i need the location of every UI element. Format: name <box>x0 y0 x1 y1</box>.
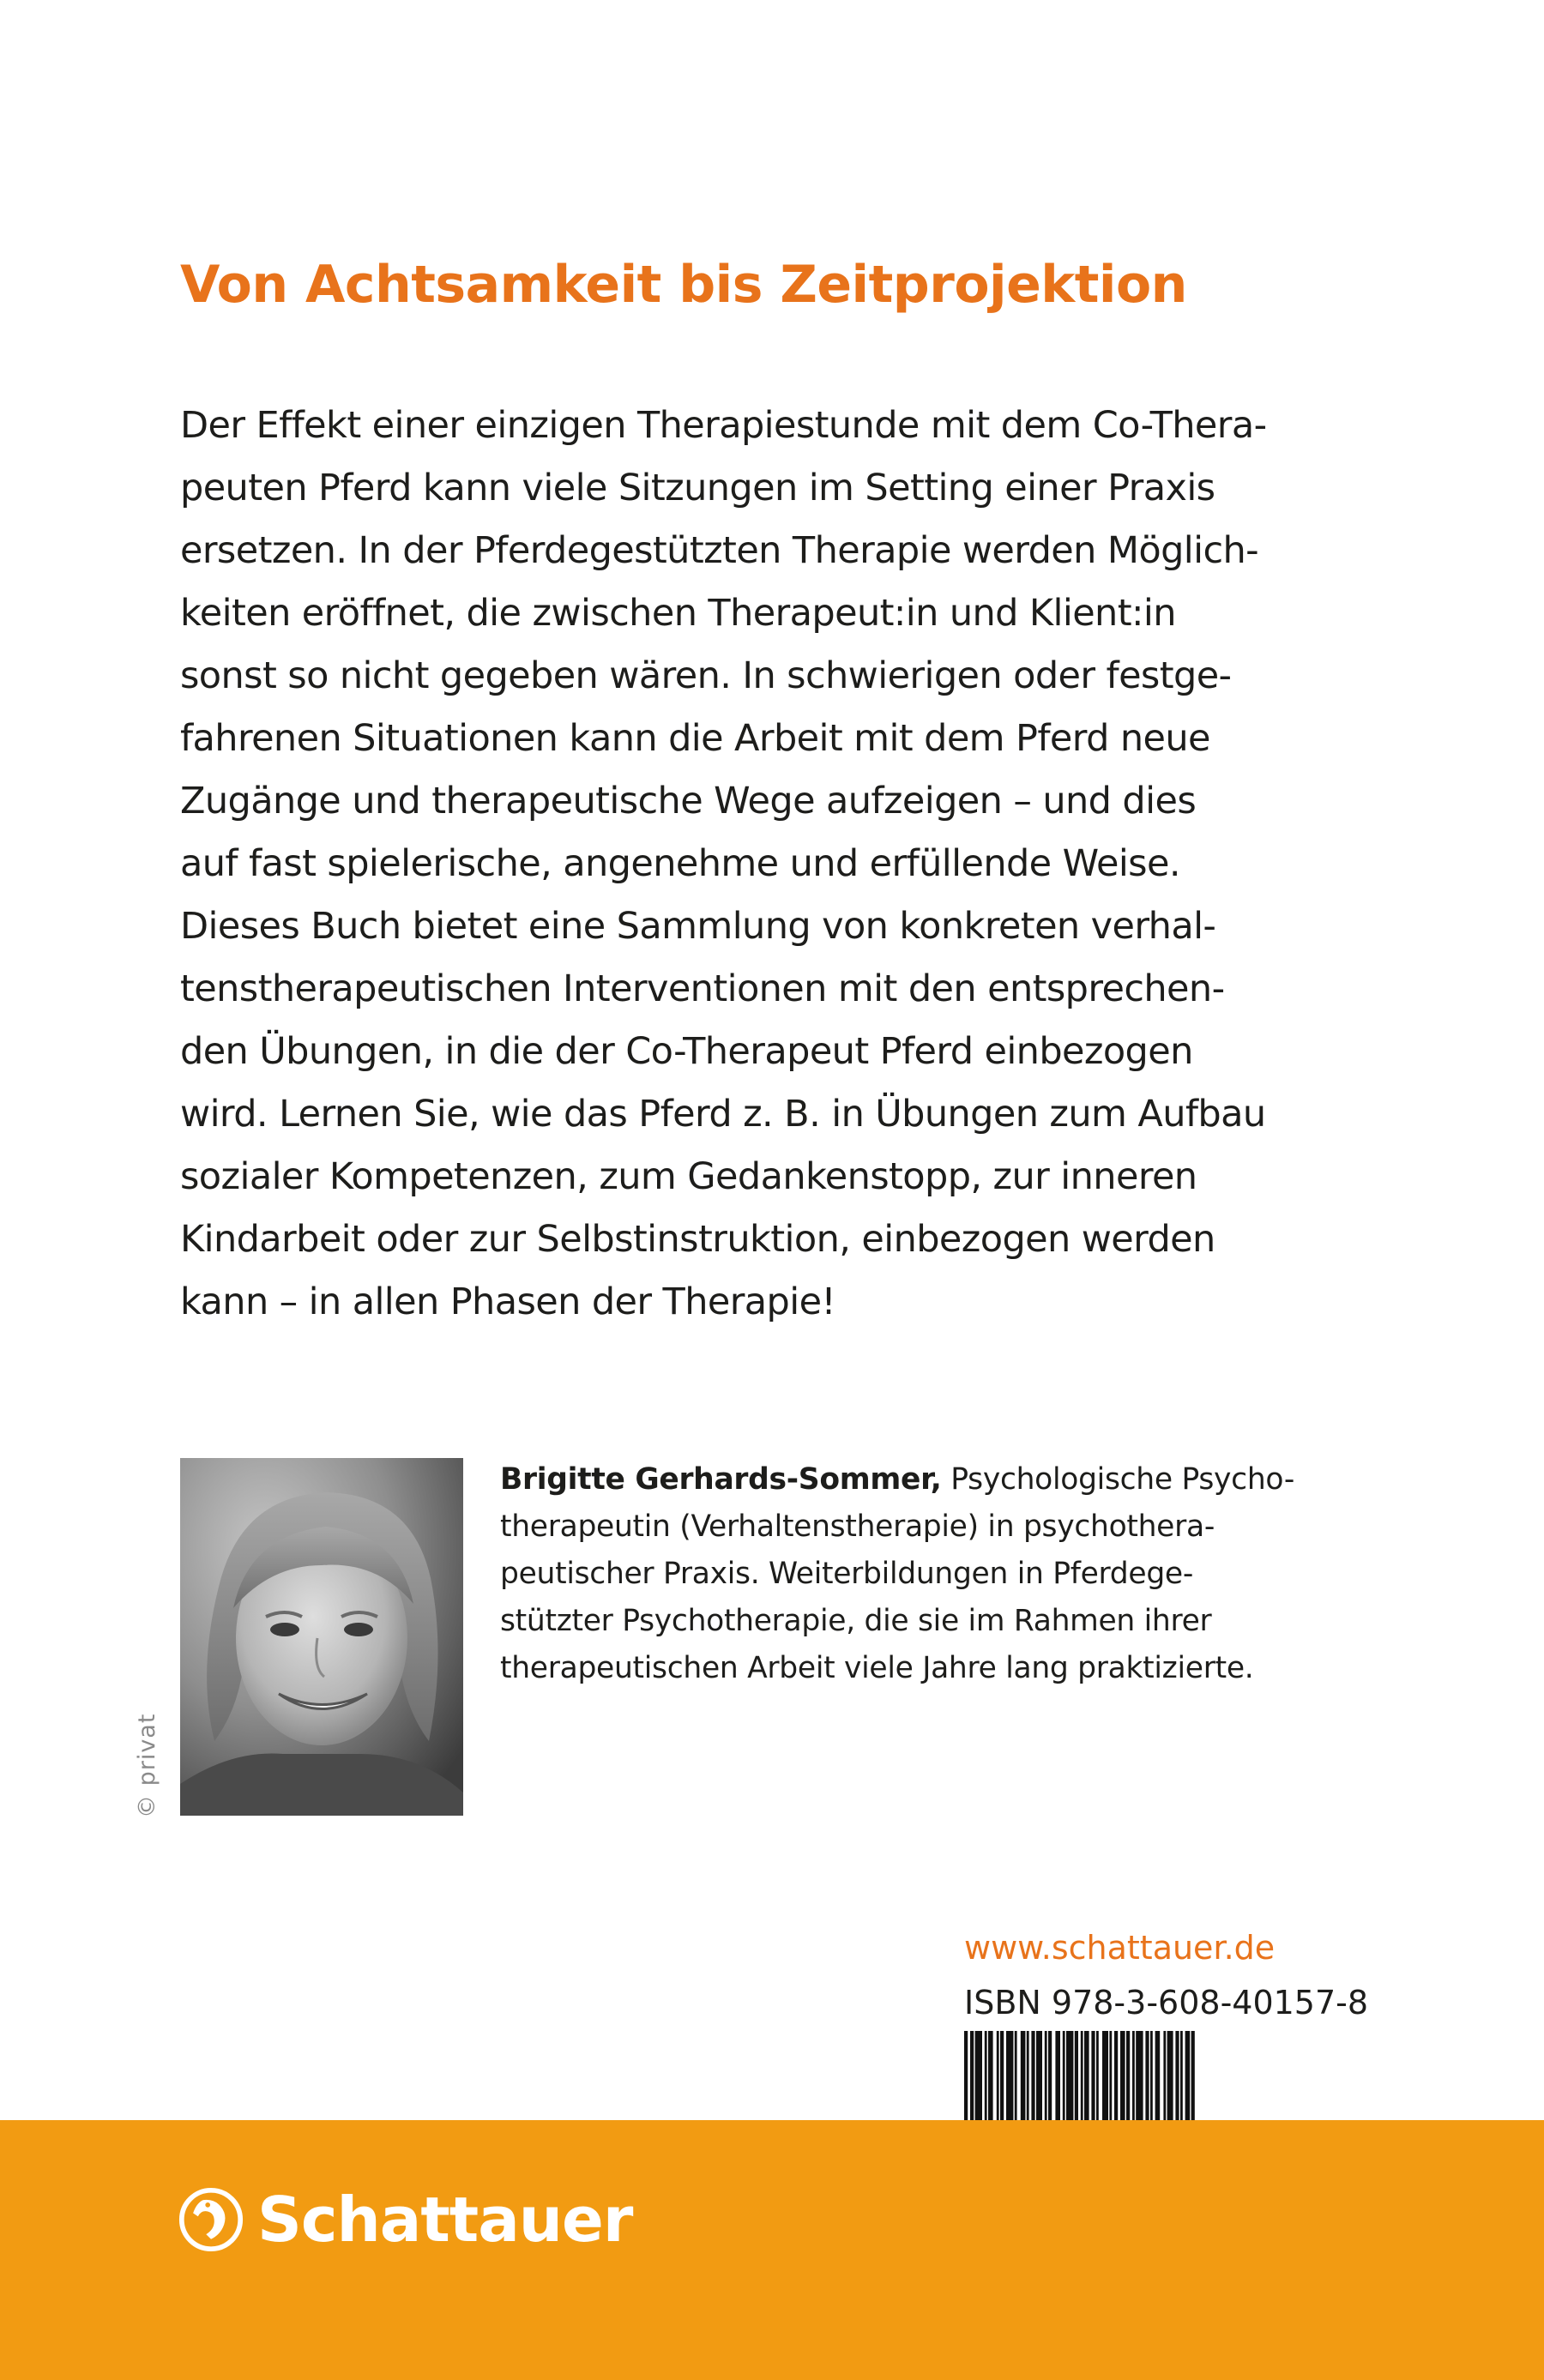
blurb-line: Kindarbeit oder zur Selbstinstruktion, einbezogen werden <box>180 1218 1215 1261</box>
barcode-bar <box>964 2031 968 2120</box>
author-photo <box>180 1458 463 1816</box>
barcode-bar <box>1048 2031 1052 2120</box>
blurb-line: den Übungen, in die der Co-Therapeut Pferd einbezogen <box>180 1030 1193 1073</box>
barcode-bar <box>1096 2031 1099 2120</box>
barcode-bar <box>1015 2031 1017 2120</box>
barcode <box>964 2031 1367 2120</box>
barcode-bar <box>1150 2031 1153 2120</box>
blurb-line: tenstherapeutischen Interventionen mit den entsprechen- <box>180 967 1225 1010</box>
barcode-bar <box>988 2031 993 2120</box>
bio-line: therapeutischen Arbeit viele Jahre lang praktizierte. <box>500 1651 1254 1685</box>
publisher-logo <box>178 2184 632 2256</box>
author-bio <box>500 1456 1384 1692</box>
blurb-line: sozialer Kompetenzen, zum Gedankenstopp, zur inneren <box>180 1155 1197 1198</box>
blurb-line: fahrenen Situationen kann die Arbeit mit dem Pferd neue <box>180 717 1210 760</box>
barcode-bar <box>1180 2031 1183 2120</box>
blurb-line: auf fast spielerische, angenehme und erfüllende Weise. <box>180 842 1180 885</box>
bio-line-text: Psychologische Psycho- <box>941 1462 1294 1497</box>
barcode-bar <box>1091 2031 1095 2120</box>
barcode-bar <box>1066 2031 1073 2120</box>
barcode-bar <box>1031 2031 1034 2120</box>
barcode-bar <box>1045 2031 1047 2120</box>
barcode-bar <box>1136 2031 1143 2120</box>
bio-line <box>500 1456 1384 1503</box>
barcode-bar <box>1102 2031 1108 2120</box>
blurb-line: keiten eröffnet, die zwischen Therapeut:in und Klient:in <box>180 592 1176 635</box>
bio-line: peutischer Praxis. Weiterbildungen in Pferdege- <box>500 1557 1193 1591</box>
barcode-bar <box>1081 2031 1083 2120</box>
author-name: Brigitte Gerhards-Sommer, <box>500 1462 942 1497</box>
barcode-bar <box>1120 2031 1125 2120</box>
barcode-bar <box>1006 2031 1013 2120</box>
barcode-bar <box>975 2031 982 2120</box>
blurb-line: Dieses Buch bietet eine Sammlung von konkreten verhal- <box>180 905 1216 948</box>
barcode-bar <box>1075 2031 1078 2120</box>
barcode-bar <box>1155 2031 1161 2120</box>
blurb-line: Der Effekt einer einzigen Therapiestunde mit dem Co-Thera- <box>180 404 1267 447</box>
barcode-bar <box>970 2031 974 2120</box>
bio-line: therapeutin (Verhaltenstherapie) in psychothera- <box>500 1509 1215 1544</box>
barcode-bar <box>1109 2031 1112 2120</box>
barcode-bar <box>1084 2031 1089 2120</box>
publisher-website[interactable]: www.schattauer.de <box>964 1929 1276 1967</box>
barcode-bar <box>1126 2031 1130 2120</box>
barcode-bar <box>1167 2031 1173 2120</box>
barcode-bar <box>1063 2031 1065 2120</box>
barcode-bar <box>1191 2031 1195 2120</box>
barcode-bar <box>1132 2031 1135 2120</box>
barcode-bar <box>1114 2031 1118 2120</box>
barcode-bar <box>1027 2031 1029 2120</box>
isbn-number: ISBN 978-3-608-40157-8 <box>964 1984 1369 2021</box>
blurb-line: sonst so nicht gegeben wären. In schwierigen oder festge- <box>180 654 1232 697</box>
barcode-bar <box>1000 2031 1004 2120</box>
barcode-bar <box>1185 2031 1191 2120</box>
barcode-bar <box>1021 2031 1026 2120</box>
photo-credit: © privat <box>134 1713 160 1818</box>
blurb-line: wird. Lernen Sie, wie das Pferd z. B. in Übungen zum Aufbau <box>180 1093 1266 1136</box>
blurb-line: ersetzen. In der Pferdegestützten Therapie werden Möglich- <box>180 529 1259 572</box>
barcode-bar <box>1163 2031 1166 2120</box>
barcode-bar <box>1036 2031 1042 2120</box>
bio-line: stützter Psychotherapie, die sie im Rahmen ihrer <box>500 1604 1212 1638</box>
blurb-line: Zugänge und therapeutische Wege aufzeigen – und dies <box>180 780 1197 822</box>
barcode-bar <box>1175 2031 1179 2120</box>
publisher-name: Schattauer <box>257 2184 633 2256</box>
blurb-line: kann – in allen Phasen der Therapie! <box>180 1280 836 1323</box>
horse-logo-icon <box>178 2187 244 2252</box>
blurb-line: peuten Pferd kann viele Sitzungen im Setting einer Praxis <box>180 467 1215 509</box>
barcode-bar <box>1145 2031 1149 2120</box>
blurb-text <box>180 395 1381 1334</box>
back-cover-heading: Von Achtsamkeit bis Zeitprojektion <box>180 255 1187 315</box>
barcode-bar <box>985 2031 987 2120</box>
barcode-bar <box>1055 2031 1060 2120</box>
barcode-bar <box>997 2031 999 2120</box>
